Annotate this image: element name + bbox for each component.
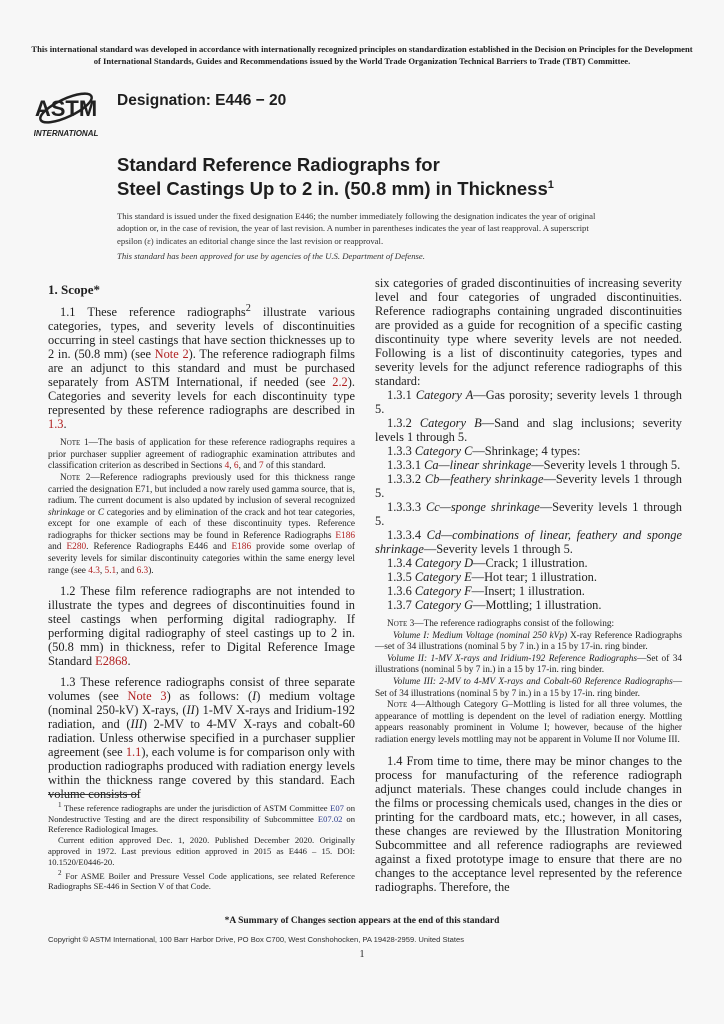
paragraph <box>375 500 682 528</box>
paragraph <box>375 472 682 500</box>
note-label: Note <box>387 700 408 711</box>
italic-text: shrinkage <box>48 507 85 518</box>
text-run: ), each volume is for comparison only with production radiographs produced with radiation energy levels within the thickness range covered by this standard. Each volume consists of <box>48 745 355 802</box>
section-heading-scope: 1. Scope* <box>48 282 100 297</box>
text-run: —Set of 34 illustrations (nominal 5 by 7 in.) in a 15 by 17-in. ring binder. <box>375 653 682 676</box>
cross-reference-link[interactable]: E07 <box>330 802 344 813</box>
text-run: ) 1-MV X-rays and Iridium-192 radiation, and ( <box>48 703 355 732</box>
text-run: —Insert; 1 illustration. <box>471 584 585 598</box>
text-run: , and <box>116 565 137 576</box>
text-run: 1.3.7 <box>387 598 415 612</box>
text-run: ) as follows: ( <box>166 689 253 704</box>
italic-text: C <box>97 507 105 518</box>
text-run: 1.3.1 <box>387 388 416 402</box>
text-run: —Sand and slag inclusions; severity levels 1 through 5. <box>375 416 682 444</box>
italic-text: Ca—linear shrinkage <box>424 458 532 472</box>
paragraph <box>48 800 355 835</box>
text-run: —Severity levels 1 through 5. <box>423 542 573 556</box>
text-run: , <box>99 565 105 576</box>
text-run: 1—The basis of application for these reference radiographs requires a prior purchaser supplier agreement of radiographic examination attributes and classification criterion as described in Sections <box>48 438 355 472</box>
cross-reference-link[interactable]: 7 <box>258 461 264 472</box>
document-title <box>117 155 554 199</box>
paragraph <box>375 677 682 700</box>
italic-text: Category A <box>415 388 474 402</box>
cross-reference-link[interactable]: 1.1 <box>125 745 142 760</box>
italic-text: Cc—sponge shrinkage <box>426 500 540 514</box>
paragraph <box>375 700 682 746</box>
cross-reference-link[interactable]: 2.2 <box>332 375 348 390</box>
cross-reference-link[interactable]: E07.02 <box>317 813 343 824</box>
tbt-notice: This international standard was developed in accordance with internationally recognized principles on standardization established in the Decision on Principles for the Development of International Standards, Guides and Recommendations issued by the World Trade Organization Technical Barriers to Trade (TBT) Committee. <box>31 44 693 66</box>
italic-text: Category F <box>414 584 472 598</box>
paragraph <box>48 438 355 473</box>
text-run: These reference radiographs are under the jurisdiction of ASTM Committee <box>61 802 331 813</box>
text-run: ) 2-MV to 4-MV X-rays and cobalt-60 radiation. Unless otherwise specified in a purchaser supplier agreement (see <box>48 717 355 760</box>
text-run: . <box>127 654 131 669</box>
text-run: and <box>48 542 67 553</box>
footnote-divider <box>48 794 138 795</box>
text-run: provide some overlap of severity levels for similar discontinuity categories within the same energy level range (see <box>48 542 356 576</box>
text-run: six categories of graded discontinuities of increasing severity level and four categories of ungraded discontinuities. Reference radiographs containing ungraded discontinuities are provided as a guide for recognition of a specific casting discontinuity type where severity levels are not needed. Following is a list of discontinuity categories, types and severity levels for the adjunct reference radiographs of this standard: <box>375 276 682 388</box>
title-footnote-ref[interactable]: 1 <box>547 179 554 191</box>
paragraph <box>375 598 682 612</box>
italic-text: Volume II: 1-MV X-rays and Iridium-192 Reference Radiographs <box>387 653 637 664</box>
paragraph <box>48 675 355 801</box>
paragraph <box>375 619 682 631</box>
text-run: ). Categories and severity levels for each discontinuity type represented by these reference radiographs are described in <box>48 375 355 418</box>
text-run: Current edition approved Dec. 1, 2020. Published December 2020. Originally approved in 1972. Last previous edition approved in 2015 as E446 – 15. DOI: 10.1520/E0446-20. <box>48 835 355 867</box>
text-run: 2—Reference radiographs previously used for this thickness range carried the designation E71, but included a now rarely used gamma source, that is, radium. The current document is also updated by inclusion of several recognized <box>48 472 355 507</box>
text-run: . Reference Radiographs E446 and <box>86 542 232 553</box>
italic-text: III <box>130 717 143 732</box>
text-run: X-ray Reference Radiographs—set of 34 illustrations (nominal 5 by 7 in.) in a 15 by 17-in. ring binder. <box>375 630 682 653</box>
note-label: Note <box>60 472 81 483</box>
text-run: —Shrinkage; 4 types: <box>472 444 581 458</box>
footnote-ref[interactable]: 2 <box>58 868 62 877</box>
text-run: —Gas porosity; severity levels 1 through 5. <box>375 388 682 416</box>
text-run: ). The reference radiograph films are an adjunct to this standard and must be purchased separately from ASTM International, if needed (see <box>48 347 355 390</box>
text-run: —Set of 34 illustrations (nominal 5 by 7 in.) in a 15 by 17-in. ring binder. <box>375 676 682 699</box>
paragraph <box>48 835 355 867</box>
designation: Designation: E446 − 20 <box>117 92 287 109</box>
text-run: illustrate various categories, types, and severity levels of discontinuities occurring in steel castings that have section thicknesses up to 2 in. (50.8 mm) (see <box>48 305 355 362</box>
text-run: , and <box>238 461 259 472</box>
cross-reference-link[interactable]: 6 <box>233 461 239 472</box>
text-run: 1.3.5 <box>387 570 415 584</box>
text-run: 1.3.3.4 <box>387 528 427 542</box>
italic-text: Cd—combinations of linear, feathery and sponge shrinkage <box>375 528 683 556</box>
footnotes <box>48 800 355 892</box>
title-line-1: Standard Reference Radiographs for <box>117 154 440 175</box>
text-run: 1.2 These film reference radiographs are not intended to illustrate the types and degrees of discontinuities found in steel castings when performing digital radiography. If performing digital radiography of steel castings up to 2 in. (50.8 mm) in thickness, refer to Digital Reference Image Standard <box>48 584 355 669</box>
text-run: 1.3.3.2 <box>387 472 425 486</box>
cross-reference-link[interactable]: 1.3 <box>48 417 64 432</box>
astm-logo <box>34 82 98 140</box>
paragraph <box>375 754 682 894</box>
text-run: —Hot tear; 1 illustration. <box>471 570 597 584</box>
text-run: 3—The reference radiographs consist of the following: <box>407 619 615 629</box>
paragraph <box>375 416 682 444</box>
paragraph <box>375 570 682 584</box>
italic-text: Volume III: 2-MV to 4-MV X-rays and Cobalt-60 Reference Radiographs <box>393 676 673 687</box>
text-run: 1.3.3.1 <box>387 458 425 472</box>
italic-text: Category E <box>414 570 472 584</box>
italic-text: Volume I: Medium Voltage (nominal 250 kVp) <box>393 630 568 641</box>
paragraph <box>375 388 682 416</box>
cross-reference-link[interactable]: 6.3 <box>136 565 149 576</box>
summary-notice: *A Summary of Changes section appears at the end of this standard <box>224 916 500 926</box>
text-run: , <box>229 461 234 472</box>
paragraph <box>375 276 682 388</box>
paragraph <box>48 302 355 431</box>
paragraph <box>375 654 682 677</box>
text-run: —Severity levels 1 through 5. <box>375 472 682 500</box>
cross-reference-link[interactable]: 4.3 <box>88 565 100 576</box>
footnote-ref[interactable]: 1 <box>58 801 62 809</box>
text-run: categories and by elimination of the crack and hot tear categories, except for one example of each of these discontinuity types. Reference radiographs for thicker sections may be found in Reference Radiographs <box>48 507 355 541</box>
issuance-statement: This standard is issued under the fixed designation E446; the number immediately following the designation indicates the year of original adoption or, in the case of revision, the year of last revision. A number in parentheses indicates the year of last reapproval. A superscript epsilon (ε) indicates an editorial change since the last revision or reapproval. <box>117 211 596 246</box>
text-run: 1.3.4 <box>387 556 415 570</box>
text-run: 1.3.3 <box>387 444 415 458</box>
title-line-2: Steel Castings Up to 2 in. (50.8 mm) in Thickness <box>117 178 548 200</box>
dod-approval: This standard has been approved for use by agencies of the U.S. Department of Defense. <box>117 251 425 261</box>
paragraph <box>375 631 682 654</box>
italic-text: Category G <box>414 598 474 612</box>
text-run: 1.3.6 <box>387 584 415 598</box>
italic-text: Category C <box>414 444 473 458</box>
text-run: on Nondestructive Testing and are the direct responsibility of Subcommittee <box>48 802 355 824</box>
italic-text: Category D <box>414 556 474 570</box>
text-run: 1.3.3.3 <box>387 500 427 514</box>
cross-reference-link[interactable]: E186 <box>335 530 355 541</box>
paragraph <box>48 584 355 668</box>
left-column <box>48 282 355 801</box>
text-run: ). <box>148 565 154 576</box>
cross-reference-link[interactable]: E280 <box>66 542 87 553</box>
text-run: —Crack; 1 illustration. <box>473 556 588 570</box>
text-run: —Mottling; 1 illustration. <box>473 598 602 612</box>
text-run: 4—Although Category G–Mottling is listed for all three volumes, the appearance of mottling is dependent on the level of radiation energy. Mottling appears reasonably prominent in Volume I; however, because of the higher radiation energy levels mottling may not be apparent in Volume II nor Volume III. <box>375 700 682 745</box>
paragraph <box>375 556 682 570</box>
paragraph <box>375 528 682 556</box>
cross-reference-link[interactable]: E2868 <box>95 654 128 669</box>
paragraph <box>375 444 682 458</box>
paragraph <box>48 473 355 577</box>
page-number: 1 <box>359 949 365 960</box>
italic-text: Category B <box>419 416 482 430</box>
note-label: Note <box>387 619 408 629</box>
text-run: on Reference Radiological Images. <box>48 813 355 835</box>
svg-text:INTERNATIONAL: INTERNATIONAL <box>34 129 98 138</box>
text-run: 1.3.2 <box>387 416 420 430</box>
text-run: For ASME Boiler and Pressure Vessel Code applications, see related Reference Radiographs SE-446 in Section V of that Code. <box>48 870 355 892</box>
paragraph <box>375 584 682 598</box>
cross-reference-link[interactable]: Note 2 <box>154 347 189 362</box>
cross-reference-link[interactable]: 4 <box>224 461 230 472</box>
italic-text: II <box>186 703 195 718</box>
paragraph <box>48 868 355 892</box>
text-run: or <box>84 507 98 518</box>
text-run: ) medium voltage (nominal 250-kV) X-rays, ( <box>48 689 355 718</box>
svg-text:ASTM: ASTM <box>34 96 98 121</box>
footnote-ref[interactable]: 2 <box>245 303 251 314</box>
cross-reference-link[interactable]: 5.1 <box>104 565 117 576</box>
text-run: 1.1 These reference radiographs <box>60 305 246 320</box>
text-run: . <box>63 417 67 432</box>
note-label: Note <box>60 438 81 449</box>
italic-text: I <box>252 689 257 704</box>
cross-reference-link[interactable]: Note 3 <box>127 689 167 704</box>
text-run: —Severity levels 1 through 5. <box>531 458 681 472</box>
cross-reference-link[interactable]: E186 <box>231 542 252 553</box>
paragraph <box>375 458 682 472</box>
text-run: 1.4 From time to time, there may be minor changes to the process for manufacturing of the reference radiograph adjunct materials. These changes could include changes in the films or processing chemicals used, changes in the dies or printing for the cardboard mats, etc.; however, in all cases, these changes are reviewed by the Illustration Monitoring Subcommittee and all reference radiographs are reviewed against a fixed prototype image to ensure that there are no changes to the acceptance level represented by the reference radiographs. Therefore, the <box>375 753 682 894</box>
right-column <box>375 276 682 894</box>
text-run: of this standard. <box>263 461 326 472</box>
text-run: 1.3 These reference radiographs consist of three separate volumes (see <box>48 675 355 704</box>
copyright: Copyright © ASTM International, 100 Barr Harbor Drive, PO Box C700, West Conshohocken, PA 19428-2959. United States <box>48 935 465 944</box>
italic-text: Cb—feathery shrinkage <box>424 472 544 486</box>
text-run: —Severity levels 1 through 5. <box>375 500 682 528</box>
